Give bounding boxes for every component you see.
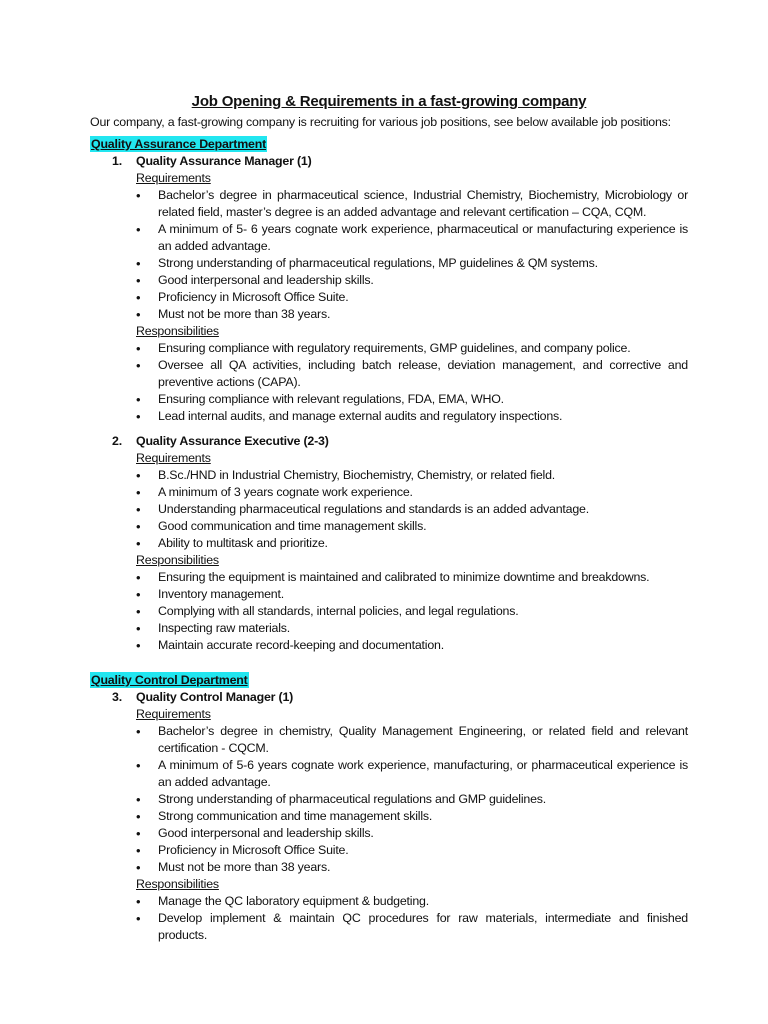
spacer	[90, 654, 688, 672]
requirement-item: • Good communication and time management skills.	[90, 518, 688, 535]
requirement-item: • Must not be more than 38 years.	[90, 306, 688, 323]
job-title: Quality Control Manager (1)	[136, 690, 294, 704]
responsibility-item: • Develop implement & maintain QC procedures for raw materials, intermediate and finished products.	[90, 910, 688, 944]
job-heading	[112, 689, 688, 706]
responsibility-item: • Ensuring compliance with relevant regulations, FDA, EMA, WHO.	[90, 391, 688, 408]
requirement-item: • Ability to multitask and prioritize.	[90, 535, 688, 552]
responsibility-item: • Ensuring compliance with regulatory requirements, GMP guidelines, and company police.	[90, 340, 688, 357]
responsibilities-label: Responsibilities	[136, 324, 219, 338]
job-number: 2.	[112, 434, 122, 448]
requirement-item: • Good interpersonal and leadership skills.	[90, 272, 688, 289]
intro-paragraph: Our company, a fast-growing company is recruiting for various job positions, see below available job positions:	[90, 115, 671, 129]
job-title: Quality Assurance Manager (1)	[136, 154, 312, 168]
requirement-item: • Bachelor’s degree in chemistry, Quality Management Engineering, or related field and relevant certification - CQCM.	[90, 723, 688, 757]
job-entry	[90, 153, 688, 425]
responsibilities-list	[90, 569, 688, 654]
page-title: Job Opening & Requirements in a fast-growing company	[191, 93, 587, 110]
requirement-item: • Proficiency in Microsoft Office Suite.	[90, 842, 688, 859]
responsibilities-label: Responsibilities	[136, 877, 219, 891]
responsibilities-list	[90, 340, 688, 425]
job-number: 3.	[112, 690, 122, 704]
requirement-item: • A minimum of 5- 6 years cognate work experience, pharmaceutical or manufacturing experience is an added advantage.	[90, 221, 688, 255]
responsibility-item: • Manage the QC laboratory equipment & budgeting.	[90, 893, 688, 910]
requirement-item: • Bachelor’s degree in pharmaceutical science, Industrial Chemistry, Biochemistry, Microbiology or related field, master’s degree is an added advantage and relevant certification – CQA, CQM.	[90, 187, 688, 221]
responsibilities-label: Responsibilities	[136, 553, 219, 567]
responsibility-item: • Inventory management.	[90, 586, 688, 603]
requirements-list	[90, 723, 688, 876]
requirement-item: • B.Sc./HND in Industrial Chemistry, Biochemistry, Chemistry, or related field.	[90, 467, 688, 484]
department-heading: Quality Control Department	[91, 673, 248, 687]
requirements-list	[90, 467, 688, 552]
requirement-item: • A minimum of 3 years cognate work experience.	[90, 484, 688, 501]
requirement-item: • Must not be more than 38 years.	[90, 859, 688, 876]
responsibility-item: • Maintain accurate record-keeping and documentation.	[90, 637, 688, 654]
responsibility-item: • Inspecting raw materials.	[90, 620, 688, 637]
document-body	[90, 92, 688, 944]
responsibility-item: • Ensuring the equipment is maintained and calibrated to minimize downtime and breakdowns.	[90, 569, 688, 586]
requirement-item: • Understanding pharmaceutical regulations and standards is an added advantage.	[90, 501, 688, 518]
job-number: 1.	[112, 154, 122, 168]
job-entry	[90, 689, 688, 944]
responsibility-item: • Lead internal audits, and manage external audits and regulatory inspections.	[90, 408, 688, 425]
responsibilities-list	[90, 893, 688, 944]
requirement-item: • Strong understanding of pharmaceutical regulations, MP guidelines & QM systems.	[90, 255, 688, 272]
requirement-item: • Strong communication and time management skills.	[90, 808, 688, 825]
requirement-item: • A minimum of 5-6 years cognate work experience, manufacturing, or pharmaceutical experience is an added advantage.	[90, 757, 688, 791]
requirements-label: Requirements	[136, 707, 211, 721]
job-entry	[90, 433, 688, 654]
department-heading: Quality Assurance Department	[91, 137, 267, 151]
requirement-item: • Strong understanding of pharmaceutical regulations and GMP guidelines.	[90, 791, 688, 808]
responsibility-item: • Oversee all QA activities, including batch release, deviation management, and corrective and preventive actions (CAPA).	[90, 357, 688, 391]
requirements-label: Requirements	[136, 451, 211, 465]
requirements-list	[90, 187, 688, 323]
department-section	[90, 136, 688, 654]
requirement-item: • Good interpersonal and leadership skills.	[90, 825, 688, 842]
job-heading	[112, 153, 688, 170]
spacer	[90, 425, 688, 433]
job-heading	[112, 433, 688, 450]
job-title: Quality Assurance Executive (2-3)	[136, 434, 329, 448]
responsibility-item: • Complying with all standards, internal policies, and legal regulations.	[90, 603, 688, 620]
department-section	[90, 672, 688, 944]
requirements-label: Requirements	[136, 171, 211, 185]
requirement-item: • Proficiency in Microsoft Office Suite.	[90, 289, 688, 306]
